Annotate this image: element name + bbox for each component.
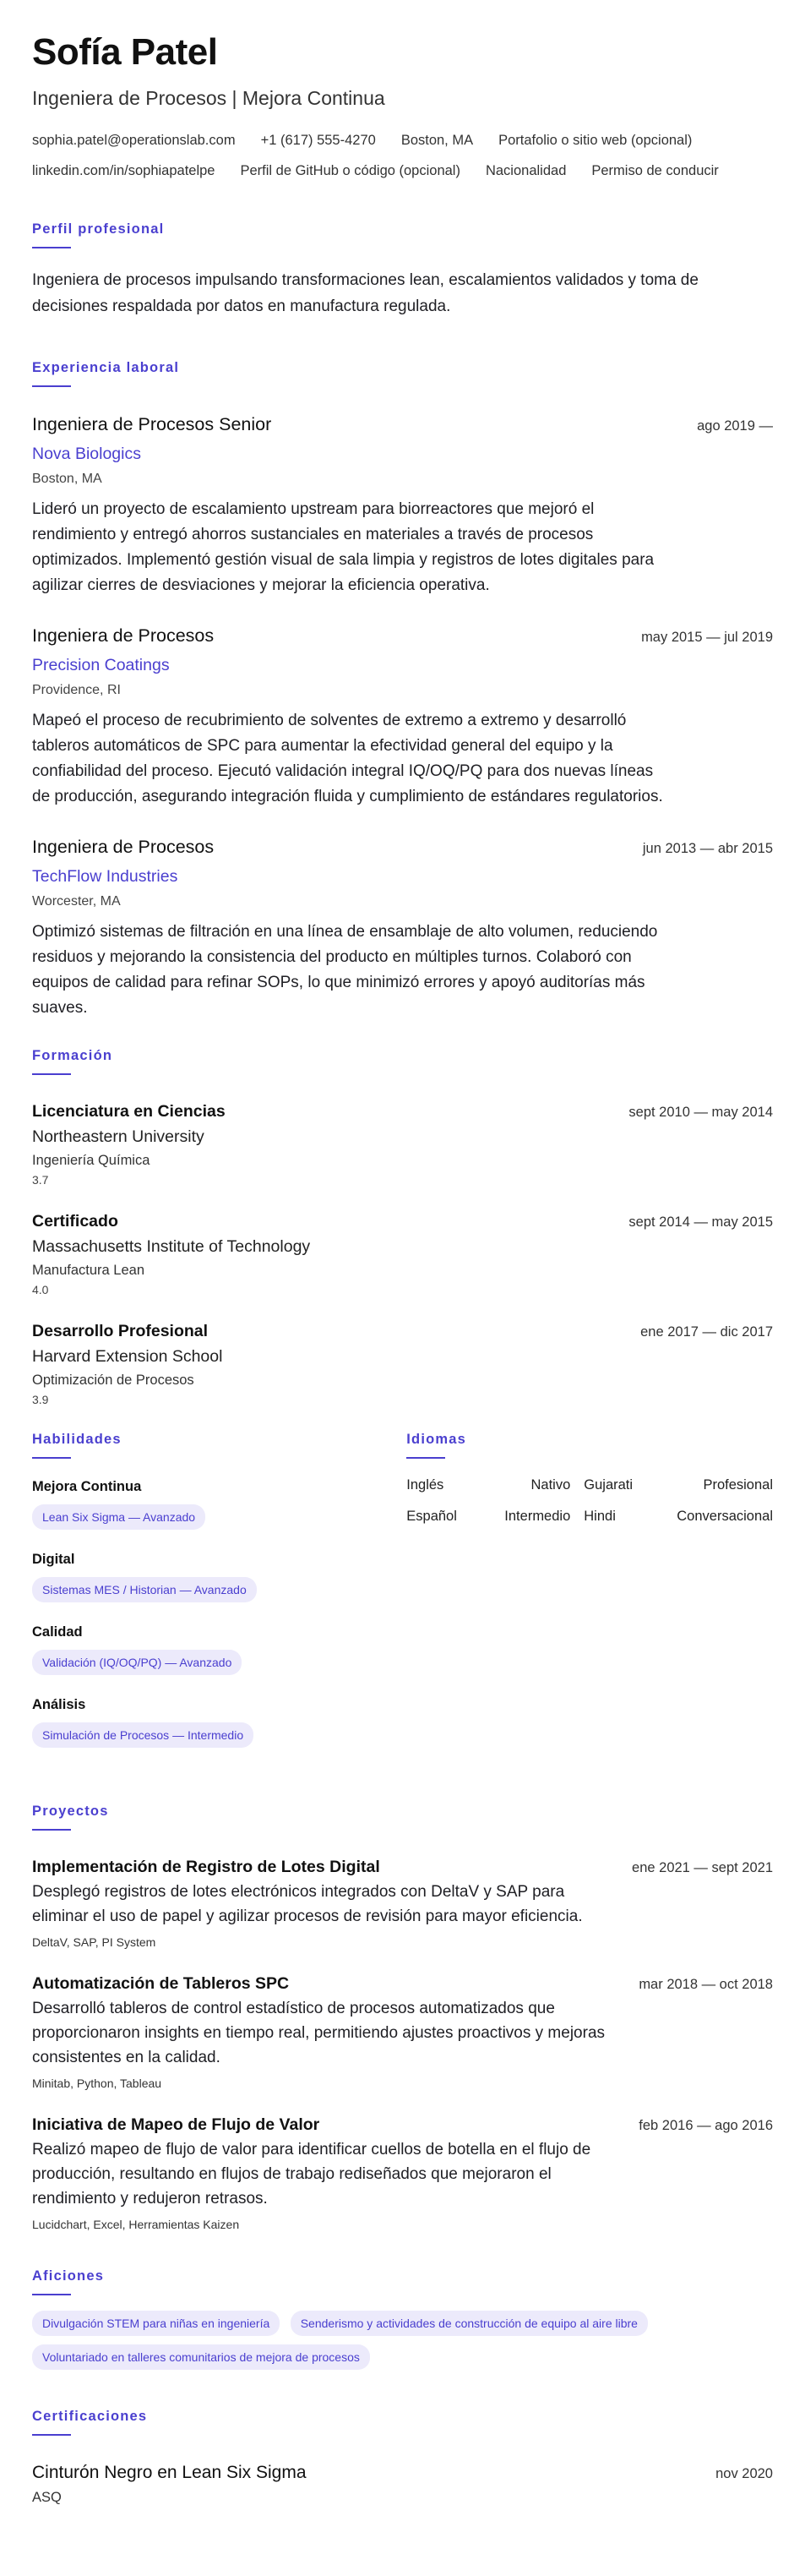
experience-entry xyxy=(32,624,773,810)
degree-title: Certificado xyxy=(32,1212,118,1231)
skill-pill: Sistemas MES / Historian — Avanzado xyxy=(32,1577,257,1602)
job-description: Lideró un proyecto de escalamiento upstream para biorreactores que mejoró el rendimiento y entregó ahorros sustanciales en materiales a través de procesos optimizados. Implementó gestión visual de sala limpia y registros de lotes digitales para agilizar cierres de desviaciones y mejorar la eficiencia operativa. xyxy=(32,500,655,594)
project-tools: Minitab, Python, Tableau xyxy=(32,2077,162,2090)
school-name: Harvard Extension School xyxy=(32,1347,223,1366)
job-dates: jun 2013 — abr 2015 xyxy=(642,841,773,856)
language-level: Intermedio xyxy=(504,1509,571,1524)
experience-section xyxy=(32,358,773,1021)
field-of-study: Manufactura Lean xyxy=(32,1263,145,1278)
section-divider xyxy=(32,1457,71,1459)
language-name: Inglés xyxy=(406,1477,444,1493)
skill-pill: Simulación de Procesos — Intermedio xyxy=(32,1722,253,1748)
section-title: Habilidades xyxy=(32,1432,122,1447)
education-dates: ene 2017 — dic 2017 xyxy=(640,1324,773,1340)
project-title: Iniciativa de Mapeo de Flujo de Valor xyxy=(32,2115,320,2134)
section-divider xyxy=(32,1073,71,1075)
languages-list xyxy=(406,1477,773,1525)
company-name: Precision Coatings xyxy=(32,656,170,674)
section-title: Perfil profesional xyxy=(32,221,165,237)
skill-pill: Validación (IQ/OQ/PQ) — Avanzado xyxy=(32,1650,242,1675)
section-divider xyxy=(32,385,71,387)
education-dates: sept 2014 — may 2015 xyxy=(628,1214,773,1230)
company-name: TechFlow Industries xyxy=(32,867,178,886)
job-location: Worcester, MA xyxy=(32,894,121,909)
skill-group xyxy=(32,1477,406,1530)
gpa: 3.9 xyxy=(32,1393,49,1406)
project-entry xyxy=(32,2114,773,2233)
project-title: Implementación de Registro de Lotes Digital xyxy=(32,1858,380,1876)
education-section xyxy=(32,1046,773,1408)
skill-group xyxy=(32,1623,406,1675)
education-entry xyxy=(32,1210,773,1298)
contact-location: Boston, MA xyxy=(400,133,474,148)
languages-section xyxy=(406,1430,773,1768)
job-description: Mapeó el proceso de recubrimiento de solventes de extremo a extremo y desarrolló tableros automáticos de SPC para aumentar la efectividad general del equipo y la confiabilidad del proceso. Ejecutó validación integral IQ/OQ/PQ para dos nuevas líneas de producción, asegurando integración fluida y cumplimiento de estándares regulatorios. xyxy=(32,712,663,805)
field-of-study: Optimización de Procesos xyxy=(32,1373,194,1388)
language-level: Nativo xyxy=(530,1477,571,1493)
school-name: Massachusetts Institute of Technology xyxy=(32,1237,311,1256)
education-dates: sept 2010 — may 2014 xyxy=(628,1105,773,1120)
job-location: Boston, MA xyxy=(32,472,102,486)
project-dates: mar 2018 — oct 2018 xyxy=(639,1977,773,1992)
certification-date: nov 2020 xyxy=(715,2466,773,2481)
section-title: Aficiones xyxy=(32,2268,105,2284)
education-entry xyxy=(32,1100,773,1188)
contact-github: Perfil de GitHub o código (opcional) xyxy=(240,163,460,178)
field-of-study: Ingeniería Química xyxy=(32,1153,150,1168)
job-dates: ago 2019 — xyxy=(697,418,773,434)
gpa: 4.0 xyxy=(32,1283,49,1296)
candidate-headline: Ingeniera de Procesos | Mejora Continua xyxy=(32,87,385,109)
job-location: Providence, RI xyxy=(32,683,121,697)
hobby-pill: Senderismo y actividades de construcción de equipo al aire libre xyxy=(291,2311,648,2336)
project-title: Automatización de Tableros SPC xyxy=(32,1974,290,1993)
company-name: Nova Biologics xyxy=(32,445,141,463)
project-dates: ene 2021 — sept 2021 xyxy=(632,1860,773,1875)
job-title: Ingeniera de Procesos xyxy=(32,837,215,857)
resume-header xyxy=(32,32,773,181)
contact-portfolio: Portafolio o sitio web (opcional) xyxy=(498,133,693,148)
hobbies-list xyxy=(32,2302,773,2370)
project-dates: feb 2016 — ago 2016 xyxy=(639,2118,773,2133)
gpa: 3.7 xyxy=(32,1173,49,1187)
section-title: Certificaciones xyxy=(32,2409,148,2424)
contact-phone: +1 (617) 555-4270 xyxy=(260,133,376,148)
skill-group xyxy=(32,1695,406,1748)
section-title: Idiomas xyxy=(406,1432,467,1447)
certification-issuer: ASQ xyxy=(32,2490,62,2505)
profile-section xyxy=(32,220,773,319)
skill-category: Digital xyxy=(32,1552,75,1567)
job-dates: may 2015 — jul 2019 xyxy=(641,630,773,645)
hobby-pill: Voluntariado en talleres comunitarios de mejora de procesos xyxy=(32,2344,370,2370)
profile-summary: Ingeniera de procesos impulsando transformaciones lean, escalamientos validados y toma de decisiones respaldada por datos en manufactura regulada. xyxy=(32,271,699,315)
language-level: Profesional xyxy=(703,1477,773,1493)
section-title: Proyectos xyxy=(32,1804,109,1819)
skill-pill: Lean Six Sigma — Avanzado xyxy=(32,1504,205,1530)
skills-languages-row xyxy=(32,1430,773,1768)
project-description: Desarrolló tableros de control estadístico de procesos automatizados que proporcionaron insights en tiempo real, permitiendo ajustes proactivos y mejoras consistentes en la calidad. xyxy=(32,2000,606,2066)
school-name: Northeastern University xyxy=(32,1127,204,1146)
candidate-name: Sofía Patel xyxy=(32,31,218,73)
language-name: Gujarati xyxy=(584,1477,634,1493)
section-title: Formación xyxy=(32,1048,113,1063)
project-entry xyxy=(32,1856,773,1951)
project-tools: Lucidchart, Excel, Herramientas Kaizen xyxy=(32,2218,240,2231)
skill-category: Calidad xyxy=(32,1624,83,1640)
hobby-pill: Divulgación STEM para niñas en ingeniería xyxy=(32,2311,280,2336)
project-description: Realizó mapeo de flujo de valor para identificar cuellos de botella en el flujo de producción, resultando en flujos de trabajo rediseñados que mejoraron el rendimiento y redujeron retrasos. xyxy=(32,2141,591,2208)
contact-nationality: Nacionalidad xyxy=(485,163,567,178)
contact-linkedin: linkedin.com/in/sophiapatelpe xyxy=(32,163,215,178)
section-divider xyxy=(32,2294,71,2295)
section-divider xyxy=(32,2434,71,2436)
education-entry xyxy=(32,1320,773,1408)
section-title: Experiencia laboral xyxy=(32,360,180,375)
skills-section xyxy=(32,1430,406,1768)
job-description: Optimizó sistemas de filtración en una línea de ensamblaje de alto volumen, reduciendo residuos y mejorando la consistencia del producto en múltiples turnos. Colaboró con equipos de calidad para refinar SOPs, lo que minimizó errores y apoyó auditorías más suaves. xyxy=(32,923,658,1017)
hobbies-section xyxy=(32,2267,773,2370)
skill-category: Mejora Continua xyxy=(32,1479,142,1494)
contact-email: sophia.patel@operationslab.com xyxy=(32,133,236,148)
experience-entry xyxy=(32,412,773,598)
language-level: Conversacional xyxy=(677,1509,773,1524)
certification-entry xyxy=(32,2461,773,2507)
job-title: Ingeniera de Procesos Senior xyxy=(32,414,272,434)
contact-driving-license: Permiso de conducir xyxy=(591,163,719,178)
language-name: Hindi xyxy=(584,1509,616,1524)
section-divider xyxy=(406,1457,445,1459)
section-divider xyxy=(32,1829,71,1831)
project-tools: DeltaV, SAP, PI System xyxy=(32,1935,156,1949)
language-name: Español xyxy=(406,1509,457,1524)
certifications-section xyxy=(32,2407,773,2507)
projects-section xyxy=(32,1802,773,2233)
experience-entry xyxy=(32,835,773,1021)
project-description: Desplegó registros de lotes electrónicos integrados con DeltaV y SAP para eliminar el uso de papel y agilizar procesos de revisión para mayor eficiencia. xyxy=(32,1883,583,1925)
project-entry xyxy=(32,1973,773,2092)
skill-category: Análisis xyxy=(32,1697,86,1712)
skill-group xyxy=(32,1550,406,1602)
degree-title: Licenciatura en Ciencias xyxy=(32,1102,226,1121)
job-title: Ingeniera de Procesos xyxy=(32,625,215,646)
certification-title: Cinturón Negro en Lean Six Sigma xyxy=(32,2463,307,2482)
contact-info xyxy=(32,130,773,181)
degree-title: Desarrollo Profesional xyxy=(32,1322,209,1340)
section-divider xyxy=(32,247,71,248)
